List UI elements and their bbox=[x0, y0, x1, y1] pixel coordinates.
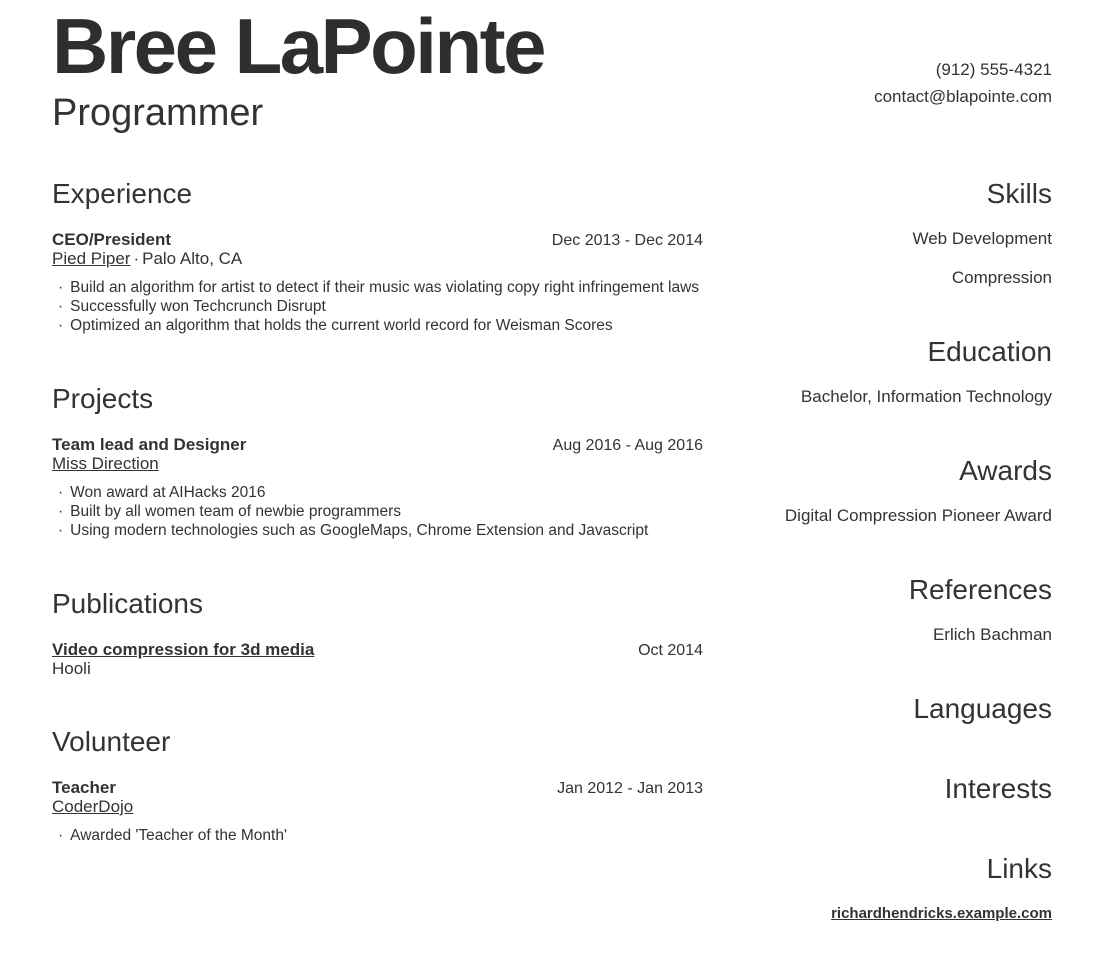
section-languages bbox=[742, 692, 1052, 724]
project-entry bbox=[52, 436, 703, 540]
resume-job-title: Programmer bbox=[52, 92, 264, 135]
entry-header bbox=[52, 436, 703, 455]
skill-item: Compression bbox=[951, 267, 1052, 287]
section-education bbox=[742, 335, 1052, 406]
bullet-dot: · bbox=[58, 278, 64, 296]
identity-block bbox=[52, 4, 544, 136]
entry-org: CoderDojo bbox=[52, 796, 134, 816]
section-volunteer bbox=[52, 725, 703, 845]
bullet-item bbox=[58, 483, 703, 502]
entry-org-line bbox=[52, 660, 703, 678]
bullet-list bbox=[52, 826, 703, 845]
bullet-text: Using modern technologies such as GoogleMaps, Chrome Extension and Javascript bbox=[70, 521, 649, 539]
entry-dates: Aug 2016 - Aug 2016 bbox=[552, 436, 703, 454]
resume-body bbox=[52, 177, 1052, 974]
experience-entry bbox=[52, 231, 703, 335]
entry-title: Teacher bbox=[52, 777, 116, 797]
section-heading: Publications bbox=[52, 587, 203, 619]
entry-header bbox=[52, 641, 703, 660]
contact-block bbox=[874, 56, 1052, 110]
entry-org-line bbox=[52, 798, 703, 816]
section-heading: Volunteer bbox=[52, 725, 171, 757]
bullet-item bbox=[58, 316, 703, 335]
bullet-dot: · bbox=[58, 502, 64, 520]
entry-org: Miss Direction bbox=[52, 453, 159, 473]
skill-item: Web Development bbox=[912, 228, 1052, 248]
contact-email: contact@blapointe.com bbox=[874, 87, 1052, 106]
bullet-text: Built by all women team of newbie programmers bbox=[70, 502, 401, 520]
section-heading: Projects bbox=[52, 382, 154, 414]
section-interests bbox=[742, 772, 1052, 804]
bullet-dot: · bbox=[58, 521, 64, 539]
section-heading: Awards bbox=[959, 454, 1052, 486]
section-heading: Interests bbox=[944, 772, 1052, 804]
bullet-text: Won award at AIHacks 2016 bbox=[70, 483, 266, 501]
section-heading: Education bbox=[927, 335, 1052, 367]
bullet-item bbox=[58, 826, 703, 845]
section-heading: Experience bbox=[52, 177, 193, 209]
section-projects bbox=[52, 382, 703, 540]
bullet-item bbox=[58, 278, 703, 297]
section-experience bbox=[52, 177, 703, 335]
entry-location: Palo Alto, CA bbox=[142, 248, 243, 268]
bullet-list bbox=[52, 483, 703, 540]
resume-header bbox=[52, 4, 1052, 136]
section-skills bbox=[742, 177, 1052, 287]
section-links bbox=[742, 852, 1052, 922]
section-heading: Languages bbox=[913, 692, 1052, 724]
entry-dates: Oct 2014 bbox=[638, 641, 703, 659]
bullet-text: Awarded 'Teacher of the Month' bbox=[70, 826, 287, 844]
right-column bbox=[742, 177, 1052, 974]
bullet-dot: · bbox=[58, 297, 64, 315]
bullet-text: Build an algorithm for artist to detect if their music was violating copy right infringement laws bbox=[70, 278, 700, 296]
reference-item: Erlich Bachman bbox=[932, 624, 1052, 644]
publication-entry bbox=[52, 641, 703, 678]
link-url[interactable]: richardhendricks.example.com bbox=[831, 904, 1052, 922]
entry-org: Pied Piper bbox=[52, 248, 131, 268]
entry-title: Team lead and Designer bbox=[52, 434, 247, 454]
bullet-dot: · bbox=[58, 316, 64, 334]
volunteer-entry bbox=[52, 779, 703, 845]
entry-dates: Jan 2012 - Jan 2013 bbox=[557, 779, 703, 797]
section-heading: References bbox=[908, 573, 1052, 605]
section-references bbox=[742, 573, 1052, 644]
section-heading: Links bbox=[986, 852, 1052, 884]
education-item: Bachelor, Information Technology bbox=[800, 386, 1052, 406]
entry-dates: Dec 2013 - Dec 2014 bbox=[551, 231, 703, 249]
left-column bbox=[52, 177, 703, 974]
entry-org-line bbox=[52, 455, 703, 473]
publication-title: Video compression for 3d media bbox=[52, 639, 315, 659]
bullet-item bbox=[58, 502, 703, 521]
bullet-text: Successfully won Techcrunch Disrupt bbox=[70, 297, 326, 315]
entry-org-line bbox=[52, 250, 703, 268]
award-item: Digital Compression Pioneer Award bbox=[784, 505, 1052, 525]
section-awards bbox=[742, 454, 1052, 525]
entry-header bbox=[52, 779, 703, 798]
org-location-separator: · bbox=[133, 248, 140, 268]
bullet-list bbox=[52, 278, 703, 335]
resume-name: Bree LaPointe bbox=[52, 2, 544, 90]
bullet-dot: · bbox=[58, 826, 64, 844]
bullet-text: Optimized an algorithm that holds the current world record for Weisman Scores bbox=[70, 316, 613, 334]
section-publications bbox=[52, 587, 703, 678]
bullet-item bbox=[58, 297, 703, 316]
contact-phone: (912) 555-4321 bbox=[935, 60, 1052, 79]
entry-org: Hooli bbox=[52, 658, 91, 678]
entry-header bbox=[52, 231, 703, 250]
bullet-dot: · bbox=[58, 483, 64, 501]
section-heading: Skills bbox=[986, 177, 1052, 209]
entry-title: CEO/President bbox=[52, 229, 172, 249]
bullet-item bbox=[58, 521, 703, 540]
